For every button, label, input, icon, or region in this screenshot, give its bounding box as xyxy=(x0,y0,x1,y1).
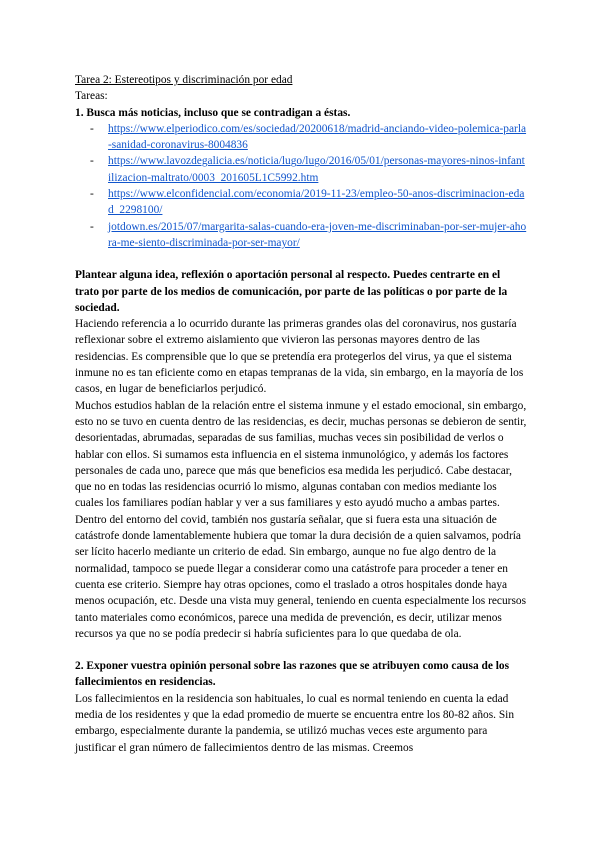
list-item xyxy=(108,153,527,186)
document-title: Tarea 2: Estereotipos y discriminación por edad xyxy=(75,74,293,86)
reflection-prompt: Plantear alguna idea, reflexión o aportación personal al respecto. Puedes centrarte en el trato por parte de los medios de comunicación, por parte de las políticas o por parte de la sociedad. xyxy=(75,269,508,314)
news-link-elperiodico[interactable]: https://www.elperiodico.com/es/sociedad/20200618/madrid-anciando-video-polemica-parla-sanidad-coronavirus-8004836 xyxy=(108,122,527,152)
news-links-list xyxy=(75,121,527,251)
news-link-elconfidencial[interactable]: https://www.elconfidencial.com/economia/2019-11-23/empleo-50-anos-discriminacion-edad_2298100/ xyxy=(108,188,525,217)
list-item xyxy=(108,219,527,252)
news-link-lavozdegalicia[interactable]: https://www.lavozdegalicia.es/noticia/lugo/lugo/2016/05/01/personas-mayores-ninos-infantilizacion-maltrato/0003_201605L1C5992.htm xyxy=(108,155,525,184)
paragraph: Dentro del entorno del covid, también nos gustaría señalar, que si fuera esta una situación de catástrofe donde lamentablemente hubiera que tomar la dura decisión de a quien salvamos, podría ser lícito hacerlo mediante un criterio de edad. Sin embargo, aunque no fue algo dentro de la normalidad, tampoco se puede llegar a considerar como una catástrofe para proceder a tener en cuenta ese criterio. Siempre hay otras opciones, como el traslado a otros hospitales donde haya menos ocupación, etc. Desde una vista muy general, teniendo en cuenta especialmente los recursos tanto materiales como económicos, parece una medida de prevención, es decir, utilizar menos recursos ya que no se podía predecir si habría suficientes para lo que quedaba de ola. xyxy=(75,513,527,640)
news-link-jotdown[interactable]: jotdown.es/2015/07/margarita-salas-cuando-era-joven-me-discriminaban-por-ser-mujer-ahora-me-siento-discriminada-por-ser-mayor/ xyxy=(108,220,527,249)
spacer xyxy=(75,251,527,267)
task-2-heading: 2. Exponer vuestra opinión personal sobre las razones que se atribuyen como causa de los fallecimientos en residencias. xyxy=(75,660,510,689)
list-item xyxy=(108,121,527,154)
document-page xyxy=(75,72,527,756)
tasks-label: Tareas: xyxy=(75,90,108,103)
paragraph: Muchos estudios hablan de la relación entre el sistema inmune y el estado emocional, sin embargo, esto no se tuvo en cuenta dentro de las residencias, es decir, muchas personas se debieron de sentir, desorientadas, abrumadas, separadas de sus familias, muchas veces sin posibilidad de verlos o hablar con ellos. Si sumamos esta influencia en el sistema inmunológico, y además los factores personales de cada uno, parece que más que beneficios esa medida les perjudicó. Cabe destacar, que no en todas las residencias ocurrió lo mismo, algunas contaban con medios mediante los cuales los familiares podían hablar y ver a sus familiares y esto ayudó mucho a ambas partes. xyxy=(75,399,527,510)
list-item xyxy=(108,186,527,219)
paragraph: Los fallecimientos en la residencia son habituales, lo cual es normal teniendo en cuenta la edad media de los residentes y que la edad promedio de muerte se encuentra entre los 80-82 años. Sin embargo, especialmente durante la pandemia, se utilizó muchas veces este argumento para justificar el gran número de fallecimientos dentro de las mismas. Creemos xyxy=(75,692,515,754)
task-1-heading: 1. Busca más noticias, incluso que se contradigan a éstas. xyxy=(75,106,351,119)
spacer xyxy=(75,642,527,658)
paragraph: Haciendo referencia a lo ocurrido durante las primeras grandes olas del coronavirus, nos gustaría reflexionar sobre el extremo aislamiento que vivieron las personas mayores dentro de las residencias. Es comprensible que lo que se pretendía era protegerlos del virus, ya que el sistema inmune no es tan eficiente como en etapas tempranas de la vida, sin embargo, en la mayoría de los casos, en lugar de beneficiarlos perjudicó. xyxy=(75,318,524,396)
